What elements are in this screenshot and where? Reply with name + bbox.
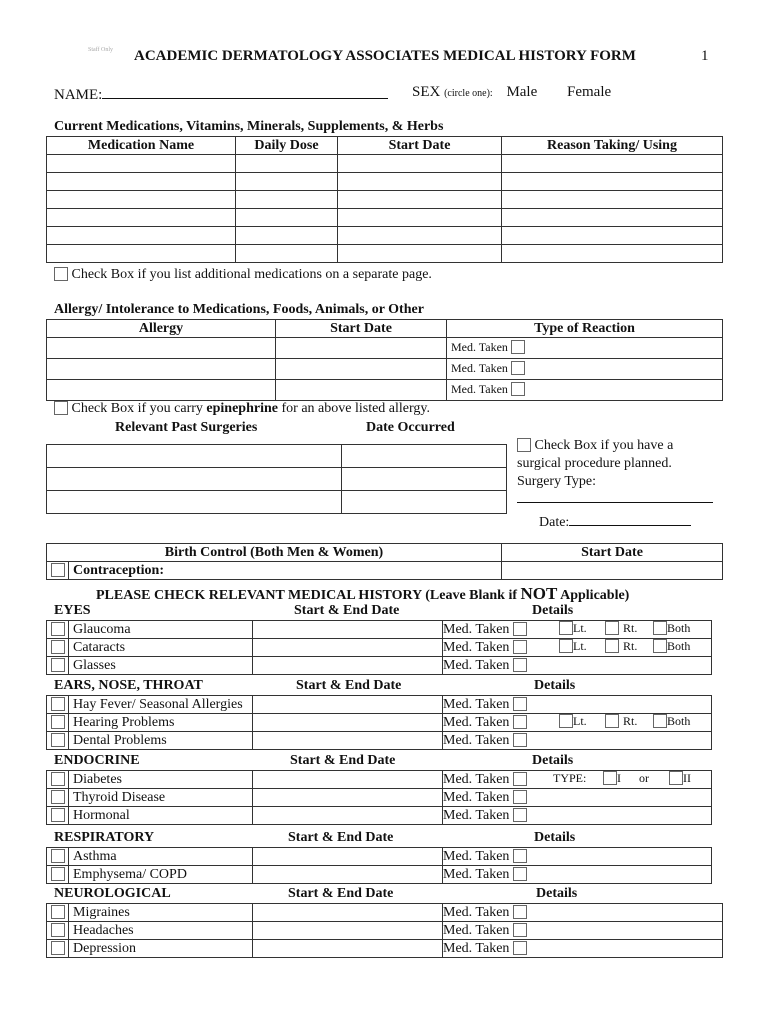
allergy-cell[interactable]: [47, 359, 276, 380]
allergy-header-row: [47, 320, 723, 338]
depression-label: Depression: [69, 940, 253, 958]
hearing-checkbox[interactable]: [51, 715, 65, 729]
birth-control-table: [46, 543, 723, 580]
both-checkbox[interactable]: [653, 639, 667, 653]
allergy-cell[interactable]: [47, 380, 276, 401]
history-heading-not: NOT: [520, 584, 558, 603]
table-row: [47, 922, 723, 940]
depression-dates[interactable]: [253, 940, 443, 958]
allergy-start-cell[interactable]: [276, 338, 447, 359]
epinephrine-checkbox[interactable]: [54, 401, 68, 415]
planned-surgery-checkbox[interactable]: [517, 438, 531, 452]
past-surgeries-header: Relevant Past Surgeries: [115, 420, 258, 435]
surgery-cell[interactable]: [47, 468, 342, 491]
surgery-type-field[interactable]: [517, 492, 713, 503]
type-label: TYPE:: [553, 771, 587, 785]
right-checkbox[interactable]: [605, 621, 619, 635]
allergy-header: Allergy: [47, 320, 276, 338]
endocrine-section-header: [54, 753, 714, 771]
table-row: [47, 807, 712, 825]
table-row: [47, 657, 712, 675]
reaction-cell[interactable]: [447, 380, 723, 401]
reason-cell[interactable]: [502, 245, 723, 263]
endocrine-start-end: Start & End Date: [290, 753, 396, 768]
glaucoma-checkbox[interactable]: [51, 622, 65, 636]
headaches-checkbox[interactable]: [51, 923, 65, 937]
daily-dose-cell[interactable]: [236, 155, 338, 173]
glaucoma-label: Glaucoma: [69, 621, 253, 639]
thyroid-checkbox[interactable]: [51, 790, 65, 804]
med-taken-checkbox[interactable]: [513, 941, 527, 955]
endocrine-title: ENDOCRINE: [54, 753, 140, 768]
ent-title: EARS, NOSE, THROAT: [54, 678, 203, 693]
med-taken-checkbox[interactable]: [513, 697, 527, 711]
allergy-start-cell[interactable]: [276, 380, 447, 401]
type-i-checkbox[interactable]: [603, 771, 617, 785]
neurological-details: Details: [536, 886, 578, 901]
contraception-start-cell[interactable]: [502, 562, 723, 580]
table-row: [47, 621, 712, 639]
medication-name-header: Medication Name: [47, 137, 236, 155]
med-taken-label: Med. Taken: [443, 922, 510, 938]
separate-page-checkbox[interactable]: [54, 267, 68, 281]
respiratory-start-end: Start & End Date: [288, 830, 394, 845]
dental-label: Dental Problems: [69, 732, 253, 750]
left-checkbox[interactable]: [559, 639, 573, 653]
respiratory-title: RESPIRATORY: [54, 830, 155, 845]
asthma-dates[interactable]: [253, 848, 443, 866]
daily-dose-cell[interactable]: [236, 173, 338, 191]
eyes-start-end: Start & End Date: [294, 603, 400, 618]
migraines-label: Migraines: [69, 904, 253, 922]
eyes-section-header: [54, 603, 714, 621]
hearing-dates[interactable]: [253, 714, 443, 732]
name-field[interactable]: [102, 84, 388, 99]
medication-name-cell[interactable]: [47, 173, 236, 191]
table-row: [47, 940, 723, 958]
table-row: [47, 468, 507, 491]
table-row: [47, 191, 723, 209]
start-date-header: Start Date: [338, 137, 502, 155]
epinephrine-row: [54, 401, 430, 417]
planned-line2: surgical procedure planned.: [517, 456, 672, 471]
eyes-title: EYES: [54, 603, 91, 618]
thyroid-label: Thyroid Disease: [69, 789, 253, 807]
table-row: [47, 380, 723, 401]
hearing-label: Hearing Problems: [69, 714, 253, 732]
surgery-type-label: Surgery Type:: [517, 474, 596, 489]
table-row: [47, 904, 723, 922]
ent-table: [46, 695, 712, 750]
endocrine-table: [46, 770, 712, 825]
hormonal-label: Hormonal: [69, 807, 253, 825]
daily-dose-cell[interactable]: [236, 227, 338, 245]
med-taken-label: Med. Taken: [443, 696, 510, 712]
birth-control-title: Birth Control (Both Men & Women): [47, 544, 502, 562]
migraines-dates[interactable]: [253, 904, 443, 922]
medication-name-cell[interactable]: [47, 155, 236, 173]
reaction-cell[interactable]: [447, 359, 723, 380]
medications-title: Current Medications, Vitamins, Minerals, Supplements, & Herbs: [54, 119, 444, 134]
hormonal-checkbox[interactable]: [51, 808, 65, 822]
name-label: NAME:: [54, 87, 103, 103]
rt-label: Rt.: [623, 621, 638, 635]
history-heading-prefix: PLEASE CHECK RELEVANT MEDICAL HISTORY (Leave Blank if: [96, 588, 521, 603]
left-checkbox[interactable]: [559, 714, 573, 728]
respiratory-details: Details: [534, 830, 576, 845]
diabetes-label: Diabetes: [69, 771, 253, 789]
eyes-table: [46, 620, 712, 675]
start-date-cell[interactable]: [338, 155, 502, 173]
table-row: [47, 866, 712, 884]
med-taken-checkbox[interactable]: [513, 715, 527, 729]
planned-line1: Check Box if you have a: [534, 438, 674, 453]
table-row: [47, 732, 712, 750]
med-taken-label: Med. Taken: [443, 657, 510, 673]
hay-fever-dates[interactable]: [253, 696, 443, 714]
respiratory-section-header: [54, 830, 714, 848]
surgeries-table: [46, 444, 507, 514]
surgery-cell[interactable]: [47, 491, 342, 514]
type-or-label: or: [639, 771, 649, 785]
surgery-date-cell[interactable]: [342, 445, 507, 468]
med-taken-label: Med. Taken: [443, 940, 510, 956]
staff-stamp: Staff Only: [88, 47, 114, 53]
cataracts-checkbox[interactable]: [51, 640, 65, 654]
both-checkbox[interactable]: [653, 714, 667, 728]
reason-cell[interactable]: [502, 155, 723, 173]
hay-fever-label: Hay Fever/ Seasonal Allergies: [69, 696, 253, 714]
med-taken-checkbox[interactable]: [513, 733, 527, 747]
copd-label: Emphysema/ COPD: [69, 866, 253, 884]
sex-male-option[interactable]: Male: [506, 84, 538, 100]
lt-label: Lt.: [573, 714, 587, 728]
headaches-label: Headaches: [69, 922, 253, 940]
asthma-checkbox[interactable]: [51, 849, 65, 863]
table-row: [47, 359, 723, 380]
medication-name-cell[interactable]: [47, 245, 236, 263]
table-row: [47, 173, 723, 191]
allergy-cell[interactable]: [47, 338, 276, 359]
eyes-details: Details: [532, 603, 574, 618]
table-row: [47, 209, 723, 227]
allergy-start-cell[interactable]: [276, 359, 447, 380]
birth-control-header-row: [47, 544, 723, 562]
table-row: [47, 771, 712, 789]
page-number: 1: [701, 48, 709, 64]
sex-hint: (circle one):: [444, 88, 493, 99]
asthma-label: Asthma: [69, 848, 253, 866]
both-label: Both: [667, 639, 691, 653]
reason-cell[interactable]: [502, 191, 723, 209]
med-taken-checkbox[interactable]: [511, 361, 525, 375]
med-taken-label: Med. Taken: [443, 732, 510, 748]
lt-label: Lt.: [573, 639, 587, 653]
med-taken-label: Med. Taken: [451, 361, 508, 375]
med-taken-checkbox[interactable]: [513, 658, 527, 672]
allergy-start-date-header: Start Date: [276, 320, 447, 338]
surgery-cell[interactable]: [47, 445, 342, 468]
thyroid-dates[interactable]: [253, 789, 443, 807]
glaucoma-dates[interactable]: [253, 621, 443, 639]
epinephrine-prefix: Check Box if you carry: [71, 401, 207, 416]
sex-female-option[interactable]: Female: [567, 84, 612, 100]
respiratory-table: [46, 847, 712, 884]
med-taken-checkbox[interactable]: [513, 808, 527, 822]
headaches-dates[interactable]: [253, 922, 443, 940]
glasses-label: Glasses: [69, 657, 253, 675]
table-row: [47, 338, 723, 359]
migraines-checkbox[interactable]: [51, 905, 65, 919]
both-label: Both: [667, 714, 691, 728]
left-checkbox[interactable]: [559, 621, 573, 635]
neurological-section-header: [54, 886, 714, 904]
cataracts-dates[interactable]: [253, 639, 443, 657]
epinephrine-suffix: for an above listed allergy.: [278, 401, 431, 416]
surgery-date-cell[interactable]: [342, 468, 507, 491]
reason-cell[interactable]: [502, 227, 723, 245]
med-taken-checkbox[interactable]: [513, 772, 527, 786]
contraception-checkbox[interactable]: [51, 563, 65, 577]
separate-page-label: Check Box if you list additional medications on a separate page.: [71, 267, 432, 282]
rt-label: Rt.: [623, 639, 638, 653]
reason-header: Reason Taking/ Using: [502, 137, 723, 155]
med-taken-label: Med. Taken: [451, 382, 508, 396]
med-taken-label: Med. Taken: [443, 714, 510, 730]
medication-name-cell[interactable]: [47, 191, 236, 209]
both-label: Both: [667, 621, 691, 635]
neurological-start-end: Start & End Date: [288, 886, 394, 901]
med-taken-checkbox[interactable]: [513, 849, 527, 863]
table-row: [47, 639, 712, 657]
hormonal-dates[interactable]: [253, 807, 443, 825]
allergy-table: [46, 319, 723, 401]
rt-label: Rt.: [623, 714, 638, 728]
glasses-dates[interactable]: [253, 657, 443, 675]
table-row: [47, 245, 723, 263]
med-taken-checkbox[interactable]: [513, 622, 527, 636]
med-taken-checkbox[interactable]: [513, 640, 527, 654]
depression-checkbox[interactable]: [51, 941, 65, 955]
cataracts-label: Cataracts: [69, 639, 253, 657]
diabetes-checkbox[interactable]: [51, 772, 65, 786]
reason-cell[interactable]: [502, 173, 723, 191]
reason-cell[interactable]: [502, 209, 723, 227]
start-date-cell[interactable]: [338, 191, 502, 209]
table-row: [47, 714, 712, 732]
history-heading-suffix: Applicable): [557, 588, 630, 603]
table-row: [47, 789, 712, 807]
daily-dose-header: Daily Dose: [236, 137, 338, 155]
start-date-cell[interactable]: [338, 245, 502, 263]
table-row: [47, 562, 723, 580]
medications-table: [46, 136, 723, 263]
copd-dates[interactable]: [253, 866, 443, 884]
right-checkbox[interactable]: [605, 639, 619, 653]
med-taken-label: Med. Taken: [443, 789, 510, 805]
med-taken-checkbox[interactable]: [513, 790, 527, 804]
med-taken-label: Med. Taken: [443, 621, 510, 637]
table-row: [47, 696, 712, 714]
table-row: [47, 227, 723, 245]
sex-row: [412, 84, 611, 101]
med-taken-checkbox[interactable]: [513, 905, 527, 919]
both-checkbox[interactable]: [653, 621, 667, 635]
diabetes-dates[interactable]: [253, 771, 443, 789]
hay-fever-checkbox[interactable]: [51, 697, 65, 711]
table-row: [47, 155, 723, 173]
ent-section-header: [54, 678, 714, 696]
start-date-cell[interactable]: [338, 173, 502, 191]
ent-details: Details: [534, 678, 576, 693]
form-title: ACADEMIC DERMATOLOGY ASSOCIATES MEDICAL HISTORY FORM: [134, 48, 636, 64]
surgery-date-field[interactable]: [569, 513, 691, 526]
sex-label: SEX: [412, 84, 441, 100]
contraception-label: Contraception:: [69, 562, 502, 580]
med-taken-checkbox[interactable]: [513, 867, 527, 881]
medication-name-cell[interactable]: [47, 227, 236, 245]
glasses-checkbox[interactable]: [51, 658, 65, 672]
neurological-title: NEUROLOGICAL: [54, 886, 171, 901]
table-row: [47, 848, 712, 866]
medication-name-cell[interactable]: [47, 209, 236, 227]
neurological-table: [46, 903, 723, 958]
med-taken-label: Med. Taken: [451, 340, 508, 354]
med-taken-label: Med. Taken: [443, 639, 510, 655]
right-checkbox[interactable]: [605, 714, 619, 728]
type-i-label: I: [617, 771, 621, 785]
med-taken-label: Med. Taken: [443, 771, 510, 787]
daily-dose-cell[interactable]: [236, 191, 338, 209]
separate-page-row: [54, 267, 432, 283]
planned-surgery-block: [517, 437, 713, 532]
med-taken-label: Med. Taken: [443, 904, 510, 920]
med-taken-checkbox[interactable]: [511, 382, 525, 396]
surgery-date-cell[interactable]: [342, 491, 507, 514]
epinephrine-bold: epinephrine: [206, 401, 278, 416]
ent-start-end: Start & End Date: [296, 678, 402, 693]
med-taken-label: Med. Taken: [443, 807, 510, 823]
med-taken-checkbox[interactable]: [513, 923, 527, 937]
allergy-title: Allergy/ Intolerance to Medications, Foods, Animals, or Other: [54, 302, 424, 317]
table-row: [47, 491, 507, 514]
dental-checkbox[interactable]: [51, 733, 65, 747]
lt-label: Lt.: [573, 621, 587, 635]
reaction-header: Type of Reaction: [447, 320, 723, 338]
start-date-cell[interactable]: [338, 209, 502, 227]
reaction-cell[interactable]: [447, 338, 723, 359]
name-row: [54, 84, 388, 104]
dental-dates[interactable]: [253, 732, 443, 750]
med-taken-label: Med. Taken: [443, 848, 510, 864]
surgery-date-label: Date:: [539, 515, 570, 530]
med-taken-checkbox[interactable]: [511, 340, 525, 354]
med-taken-label: Med. Taken: [443, 866, 510, 882]
birth-control-start-header: Start Date: [502, 544, 723, 562]
table-row: [47, 445, 507, 468]
history-heading: [96, 584, 629, 604]
date-occurred-header: Date Occurred: [366, 420, 455, 435]
daily-dose-cell[interactable]: [236, 209, 338, 227]
type-ii-label: II: [683, 771, 691, 785]
endocrine-details: Details: [532, 753, 574, 768]
start-date-cell[interactable]: [338, 227, 502, 245]
daily-dose-cell[interactable]: [236, 245, 338, 263]
type-ii-checkbox[interactable]: [669, 771, 683, 785]
medications-header-row: [47, 137, 723, 155]
copd-checkbox[interactable]: [51, 867, 65, 881]
